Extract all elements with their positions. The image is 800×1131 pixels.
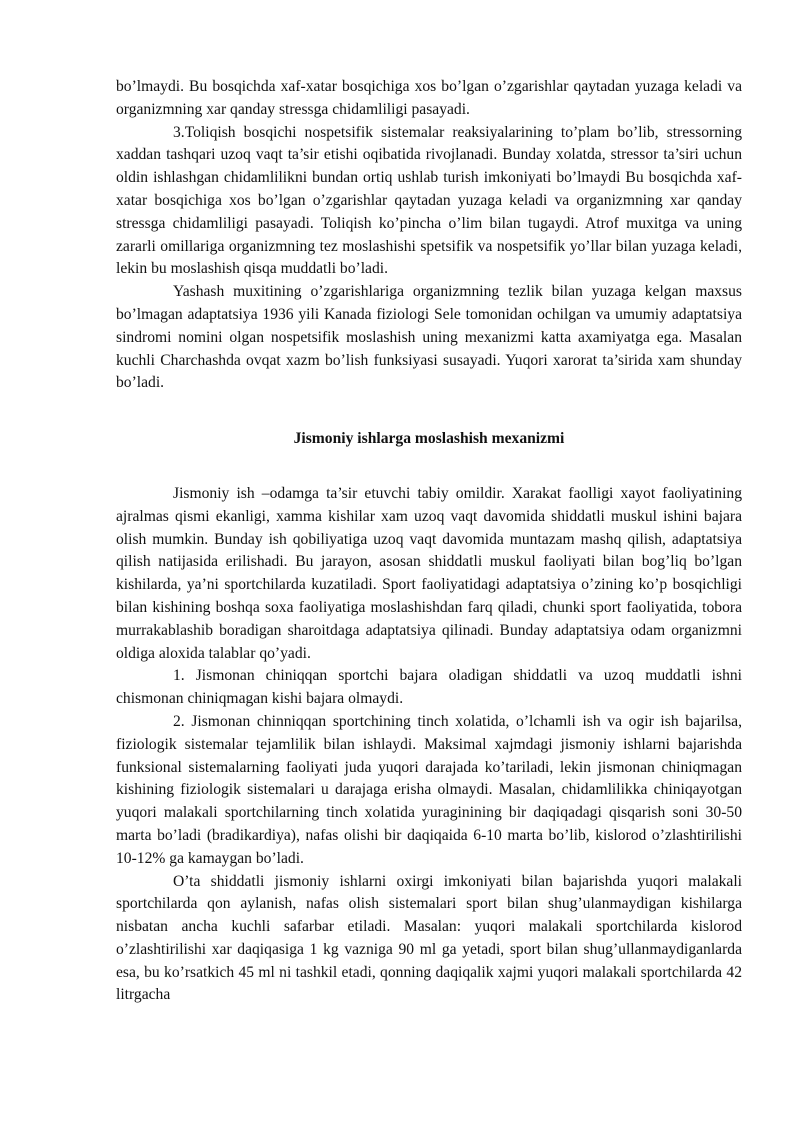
paragraph-point-1: 1. Jismonan chiniqqan sportchi bajara oladigan shiddatli va uzoq muddatli ishni chismonan chiniqmagan kishi bajara olmaydi. <box>116 667 742 708</box>
paragraph-continuation: bo’lmaydi. Bu bosqichda xaf-xatar bosqichiga xos bo’lgan o’zgarishlar qaytadan yuzaga keladi va organizmning xar qanday stressga chidamliligi pasayadi. <box>116 78 742 118</box>
paragraph-exhaustion-stage: 3.Toliqish bosqichi nospetsifik sistemalar reaksiyalarining to’plam bo’lib, stressorning xaddan tashqari uzoq vaqt ta’sir etishi oqibatida rivojlanadi. Bunday xolatda, stressor ta’siri uchun oldin ishlashgan chidamlilikni bundan ortiq ushlab turish imkoniyati bo’lmaydi Bu bosqichda xaf-xatar bosqichiga xos bo’lgan o’zgarishlar qaytadan yuzaga keladi va organizmning xar qanday stressga chidamliligi pasayadi. Toliqish ko’pincha o’lim bilan tugaydi. Atrof muxitga va uning zararli omillariga organizmning tez moslashishi spetsifik va nospetsifik yo’llar bilan yuzaga keladi, lekin bu moslashish qisqa muddatli bo’ladi. <box>116 123 742 278</box>
section-heading: Jismoniy ishlarga moslashish mexanizmi <box>293 430 565 448</box>
paragraph-physical-work: Jismoniy ish –odamga ta’sir etuvchi tabiy omildir. Xarakat faolligi xayot faoliyatining ajralmas qismi ekanligi, xamma kishilar xam uzoq vaqt davomida shiddatli muskul ishini bajara olish mumkin. Bunday ish qobiliyatiga uzoq vaqt davomida muntazam mashq qilish, adaptatsiya qilish natijasida erilishadi. Bu jarayon, asosan shiddatli muskul faoliyati bilan bog’liq bo’lgan kishilarda, ya’ni sportchilarda kuzatiladi. Sport faoliyatidagi adaptatsiya o’zining ko’p bosqichligi bilan kishining boshqa soxa faoliyatiga moslashishdan farq qiladi, chunki sport faoliyatida, tobora murrakablashib boradigan sharoitdaga adaptatsiya qilinadi. Bunday adaptatsiya odam organizmni oldiga aloxida talablar qo’yadi. <box>116 484 742 662</box>
paragraph-adaptation-syndrome: Yashash muxitining o’zgarishlariga organizmning tezlik bilan yuzaga kelgan maxsus bo’lmagan adaptatsiya 1936 yili Kanada fiziologi Sele tomonidan ochilgan va umumiy adaptatsiya sindromi nomini olgan nospetsifik moslashish uning mexanizmi katta axamiyatga ega. Masalan kuchli Charchashda ovqat xazm bo’lish funksiyasi susayadi. Yuqori xarorat ta’sirida xam shunday bo’ladi. <box>116 283 742 392</box>
paragraph-intense-work: O’ta shiddatli jismoniy ishlarni oxirgi imkoniyati bilan bajarishda yuqori malakali sportchilarda qon aylanish, nafas olish sistemalari sport bilan shug’ulanmaydigan kishilarga nisbatan ancha kuchli safarbar etiladi. Masalan: yuqori malakali sportchilarda kislorod o’zlashtirilishi xar daqiqasiga 1 kg vazniga 90 ml ga yetadi, sport bilan shug’ullanmaydiganlarda esa, bu ko’rsatkich 45 ml ni tashkil etadi, qonning daqiqalik xajmi yuqori malakali sportchilarda 42 litrgacha <box>116 872 742 1004</box>
paragraph-point-2: 2. Jismonan chinniqqan sportchining tinch xolatida, o’lchamli ish va ogir ish bajarilsa, fiziologik sistemalar tejamlilik bilan ishlaydi. Maksimal xajmdagi jismoniy ishlarni bajarishda funksional sistemalarning faoliyati juda yuqori darajada ko’tariladi, lekin jismonan chiniqmagan kishining fiziologik sistemalari u darajaga erisha olmaydi. Masalan, chidamlilikka chiniqayotgan yuqori malakali sportchilarning tinch xolatida yuraginining bir daqiqadagi qisqarish soni 30-50 marta bo’ladi (bradikardiya), nafas olishi bir daqiqaida 6-10 marta bo’lib, kislorod o’zlashtirilishi 10-12% ga kamaygan bo’ladi. <box>116 712 742 867</box>
